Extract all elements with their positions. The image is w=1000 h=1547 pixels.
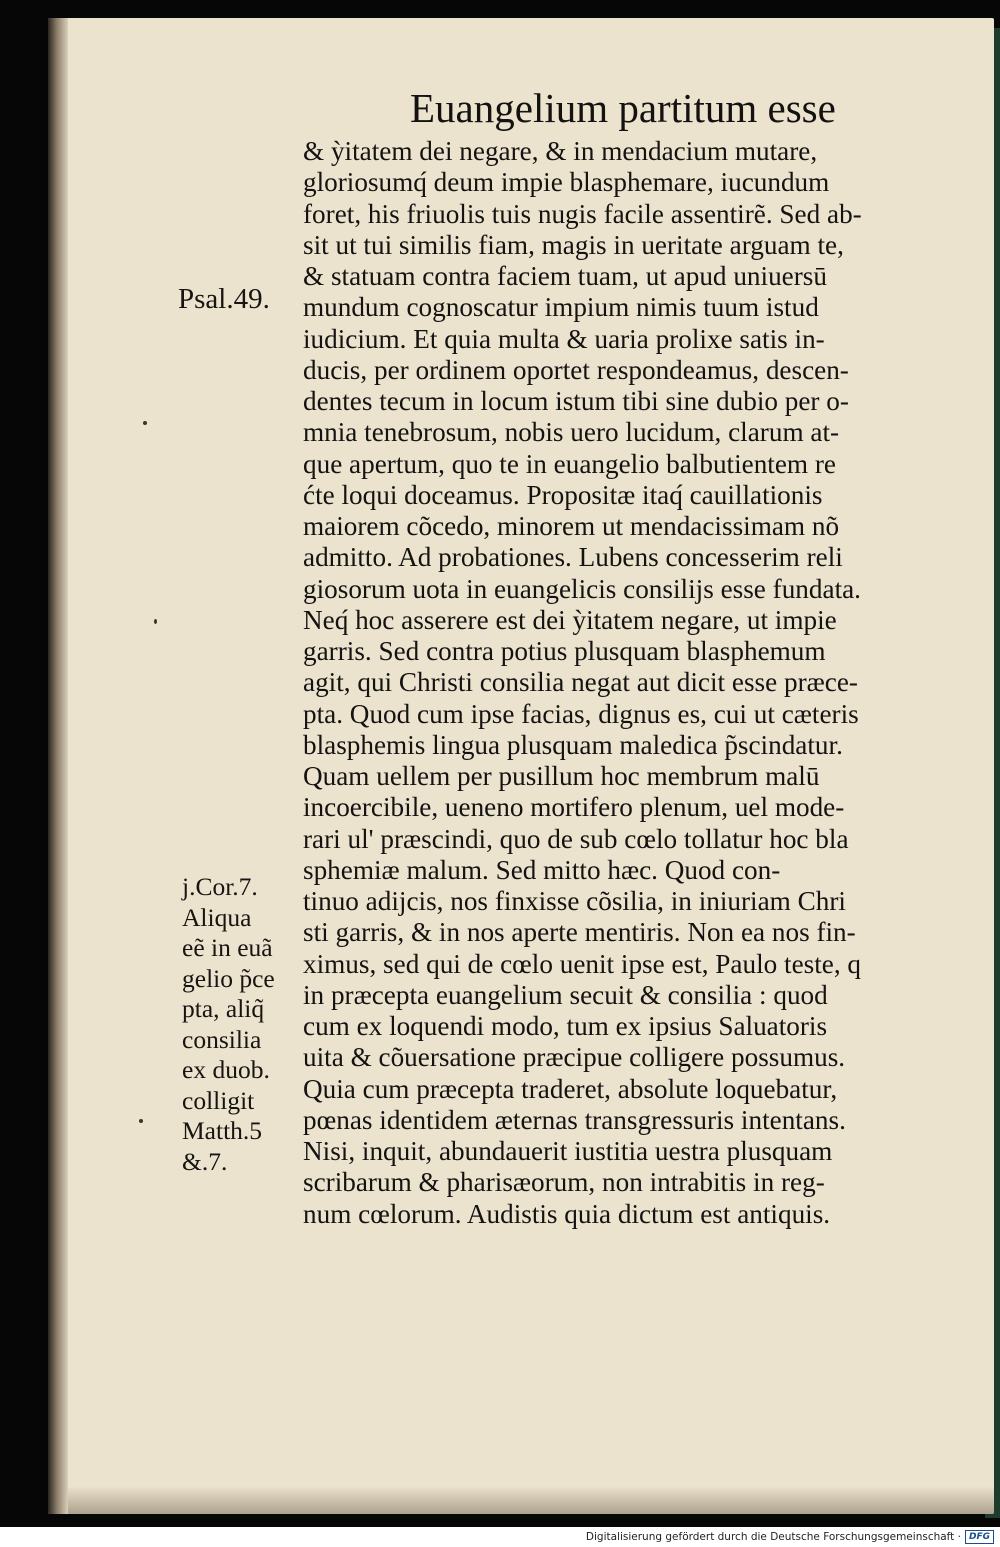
text-line: foret, his friuolis tuis nugis facile assentirẽ. Sed ab- [303,198,862,229]
text-line: sphemiæ malum. Sed mitto hæc. Quod con- [303,854,781,885]
text-line: Nisi, inquit, abundauerit iustitia uestra plusquam [303,1136,833,1166]
text-line: giosorum uota in euangelicis consilijs esse fundata. [303,573,861,604]
text-line: scribarum & pharisæorum, non intrabitis in reg- [303,1167,825,1198]
margin-note-line: ex duob. [182,1055,270,1084]
page-bottom-shadow [68,1486,994,1514]
ink-speck [154,619,157,624]
text-line: & ỳitatem dei negare, & in mendacium mutare, [303,136,818,166]
margin-note-line: Aliqua [182,902,252,932]
text-line: maiorem cõcedo, minorem ut mendacissimam nõ [303,511,840,541]
running-header: Euangelium partitum esse [410,85,836,131]
text-line: incoercibile, ueneno mortifero plenum, uel mode- [303,792,845,823]
text-line: blasphemis lingua plusquam maledica p̃scindatur. [303,729,843,760]
dfg-logo: DFG [965,1530,994,1544]
text-line: mundum cognoscatur impium nimis tuum istud [303,292,819,323]
margin-note-line: Matth.5 [182,1116,263,1145]
margin-note-line: colligit [182,1085,255,1115]
text-line: ćte loqui doceamus. Propositæ itaq́ cauillationis [303,479,823,510]
margin-note-line: eẽ in euã [182,933,273,962]
text-line: rari ul' præscindi, quo de sub cœlo tollatur hoc bla [303,823,849,854]
text-line: garris. Sed contra potius plusquam blasphemum [303,636,826,666]
page-gutter-shadow [48,18,68,1514]
margin-note-line: &.7. [182,1146,228,1176]
text-line: mnia tenebrosum, nobis uero lucidum, clarum at- [303,417,840,448]
text-line: Neq́ hoc asserere est dei ỳitatem negare, ut impie [303,604,837,635]
text-line: gloriosumq́ deum impie blasphemare, iucundum [303,167,830,198]
text-line: sit ut tui similis fiam, magis in ueritate arguam te, [303,229,844,260]
text-line: iudicium. Et quia multa & uaria prolixe satis in- [303,323,825,354]
margin-note-line: j.Cor.7. [182,872,258,901]
ink-speck [139,1119,143,1123]
text-line: & statuam contra faciem tuam, ut apud uniuersū [303,261,827,291]
text-line: sti garris, & in nos aperte mentiris. Non ea nos fin- [303,917,856,948]
text-line: pœnas identidem æternas transgressuris intentans. [303,1104,846,1135]
footer-credit [586,1530,994,1544]
margin-note-corinthians [182,872,275,1177]
text-line: tinuo adijcis, nos finxisse cõsilia, in iniuriam Chri [303,886,846,916]
text-line: cum ex loquendi modo, tum ex ipsius Saluatoris [303,1011,828,1041]
text-line: ximus, sed qui de cœlo uenit ipse est, Paulo teste, q [303,948,862,979]
text-line: agit, qui Christi consilia negat aut dicit esse præce- [303,667,858,698]
text-line: dentes tecum in locum istum tibi sine dubio per o- [303,386,849,416]
text-line: que apertum, quo te in euangelio balbutientem re [303,448,836,479]
margin-note-line: gelio p̃ce [182,963,275,993]
margin-note-psalm: Psal.49. [178,283,270,315]
text-line: uita & cõuersatione præcipue colligere possumus. [303,1042,846,1073]
text-line: ducis, per ordinem oportet respondeamus, descen- [303,354,849,385]
margin-note-line: consilia [182,1024,262,1054]
footer-text: Digitalisierung gefördert durch die Deutsche Forschungsgemeinschaft · [585,1531,961,1543]
text-line: Quam uellem per pusillum hoc membrum malū [303,761,820,791]
text-line: in præcepta euangelium secuit & consilia : quod [303,979,828,1010]
text-line: Quia cum præcepta traderet, absolute loquebatur, [303,1073,838,1104]
text-line: admitto. Ad probationes. Lubens concesserim reli [303,542,843,573]
ink-speck [143,421,147,425]
body-text [303,136,943,1230]
text-line: num cœlorum. Audistis quia dictum est antiquis. [303,1198,831,1229]
text-line: pta. Quod cum ipse facias, dignus es, cui ut cæteris [303,698,859,729]
margin-note-line: pta, aliq̃ [182,994,265,1023]
